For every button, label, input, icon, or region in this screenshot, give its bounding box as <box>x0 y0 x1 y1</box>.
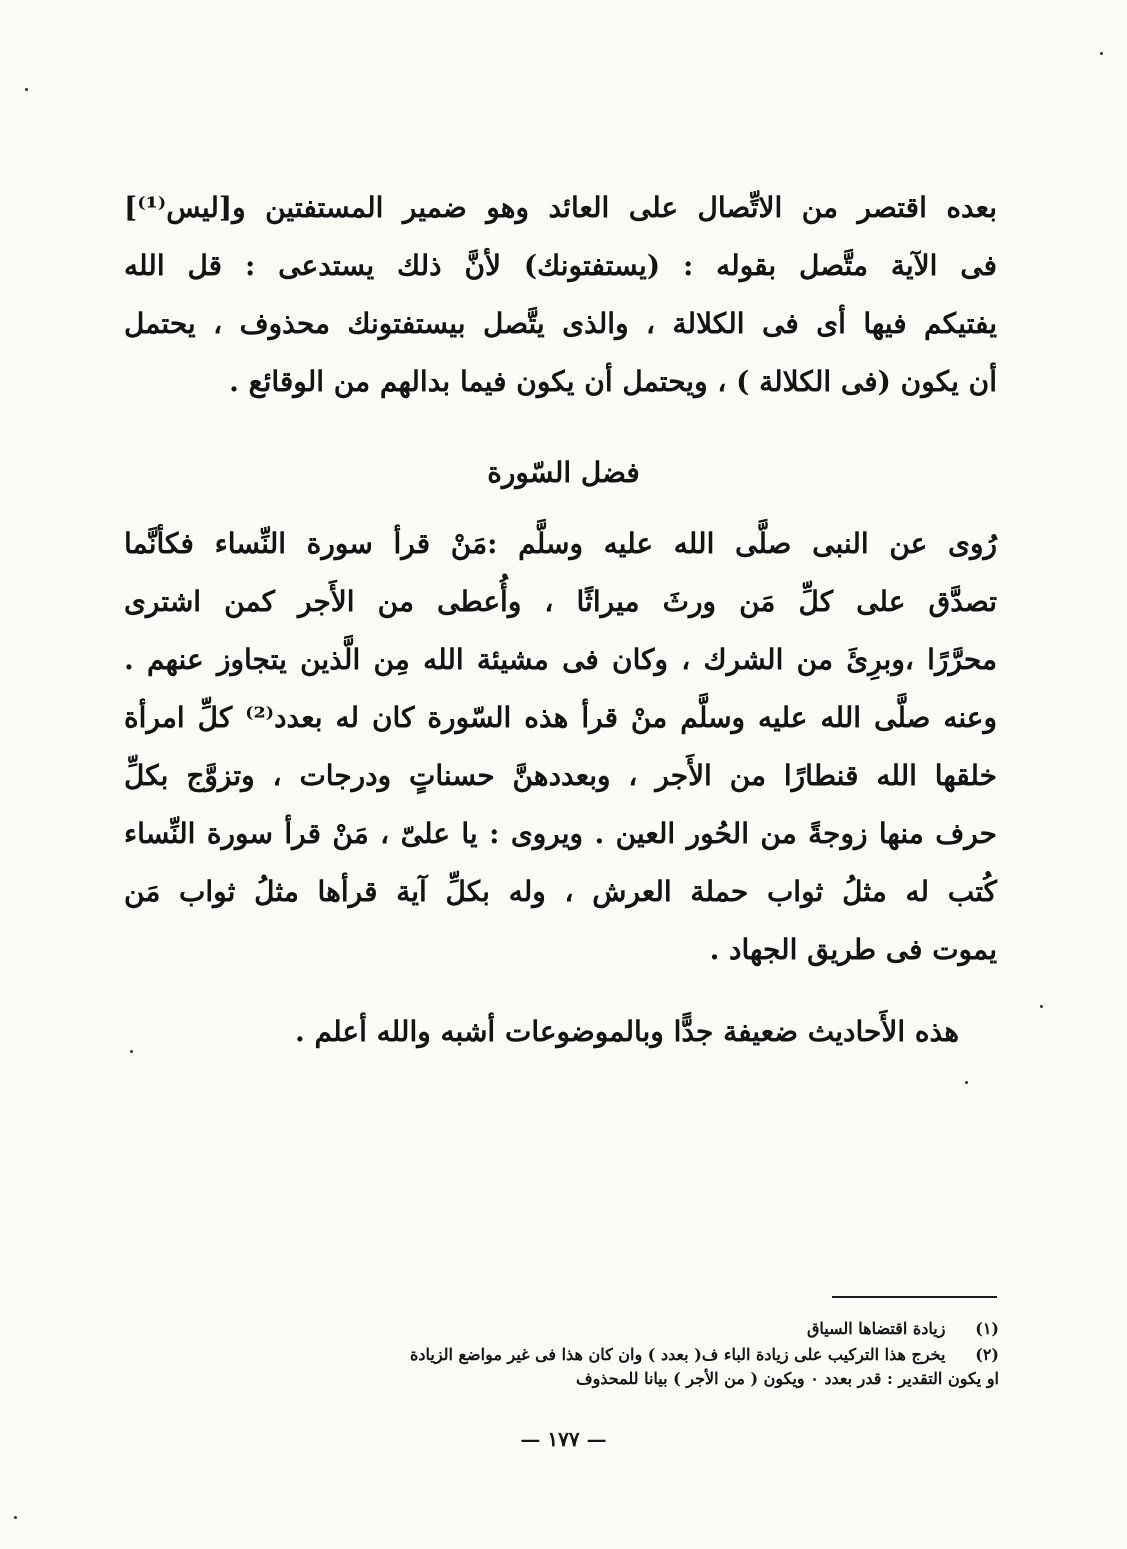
body-line-2: فى الآية متَّصل بقوله : (يستفتونك) لأنَّ ذلك يستدعى : قل الله <box>124 249 997 282</box>
footnote-2 <box>129 1342 999 1368</box>
scan-speck <box>130 1050 133 1053</box>
body-line-1: بعده اقتصر من الاتِّصال على العائد وهو ضمير المستفتين و[ليس⁽¹⁾] <box>124 191 997 224</box>
body-line-7: محرَّرًا ،وبرِئَ من الشرك ، وكان فى مشيئة الله مِن الَّذين يتجاوز عنهم . <box>124 643 997 676</box>
scan-speck <box>1040 1005 1043 1008</box>
body-line-5: رُوى عن النبى صلَّى الله عليه وسلَّم :مَنْ قرأ سورة النِّساء فكأنَّما <box>124 527 997 560</box>
body-line-8: وعنه صلَّى الله عليه وسلَّم منْ قرأ هذه السّورة كان له بعدد⁽²⁾ كلِّ امرأة <box>124 701 998 734</box>
section-heading: فضل السّورة <box>487 456 640 489</box>
footnote-1-number: (١) <box>975 1319 999 1338</box>
footnote-2-continuation: او يكون التقدير : قدر بعدد ٠ ويكون ( من الأجر ) بيانا للمحذوف <box>576 1369 999 1388</box>
body-line-3: يفتيكم فيها أى فى الكلالة ، والذى يتَّصل بيستفتونك محذوف ، يحتمل <box>124 307 997 340</box>
body-line-6: تصدَّق على كلِّ مَن ورثَ ميراثًا ، وأُعطى من الأَجر كمن اشترى <box>124 585 997 618</box>
footnote-1-text: زيادة اقتضاها السياق <box>807 1319 946 1338</box>
scan-speck <box>14 1516 17 1519</box>
footnote-separator <box>832 1296 997 1298</box>
body-line-11: كُتب له مثلُ ثواب حملة العرش ، وله بكلِّ آية قرأها مثلُ ثواب مَن <box>124 875 997 908</box>
body-line-4: أن يكون (فى الكلالة ) ، ويحتمل أن يكون فيما بدالهم من الوقائع . <box>229 365 997 398</box>
footnote-2-text: يخرج هذا التركيب على زيادة الباء ف( بعدد ) وان كان هذا فى غير مواضع الزيادة <box>409 1345 946 1364</box>
closing-line: هذه الأَحاديث ضعيفة جدًّا وبالموضوعات أشبه والله أعلم . <box>295 1015 959 1048</box>
scan-speck <box>965 1081 968 1084</box>
footnote-2-number: (٢) <box>975 1345 999 1364</box>
scan-speck <box>1100 52 1103 55</box>
body-line-9: خلقها الله قنطارًا من الأَجر ، وبعددهنَّ حسناتٍ ودرجات ، وتزوَّج بكلِّ <box>124 759 997 792</box>
footnote-1 <box>129 1316 999 1342</box>
body-line-12: يموت فى طريق الجهاد . <box>709 933 997 966</box>
scan-speck <box>25 88 28 91</box>
page-number: — ١٧٧ — <box>520 1427 607 1451</box>
body-line-10: حرف منها زوجةً من الحُور العين . ويروى : يا علىّ ، مَنْ قرأ سورة النِّساء <box>124 817 997 850</box>
